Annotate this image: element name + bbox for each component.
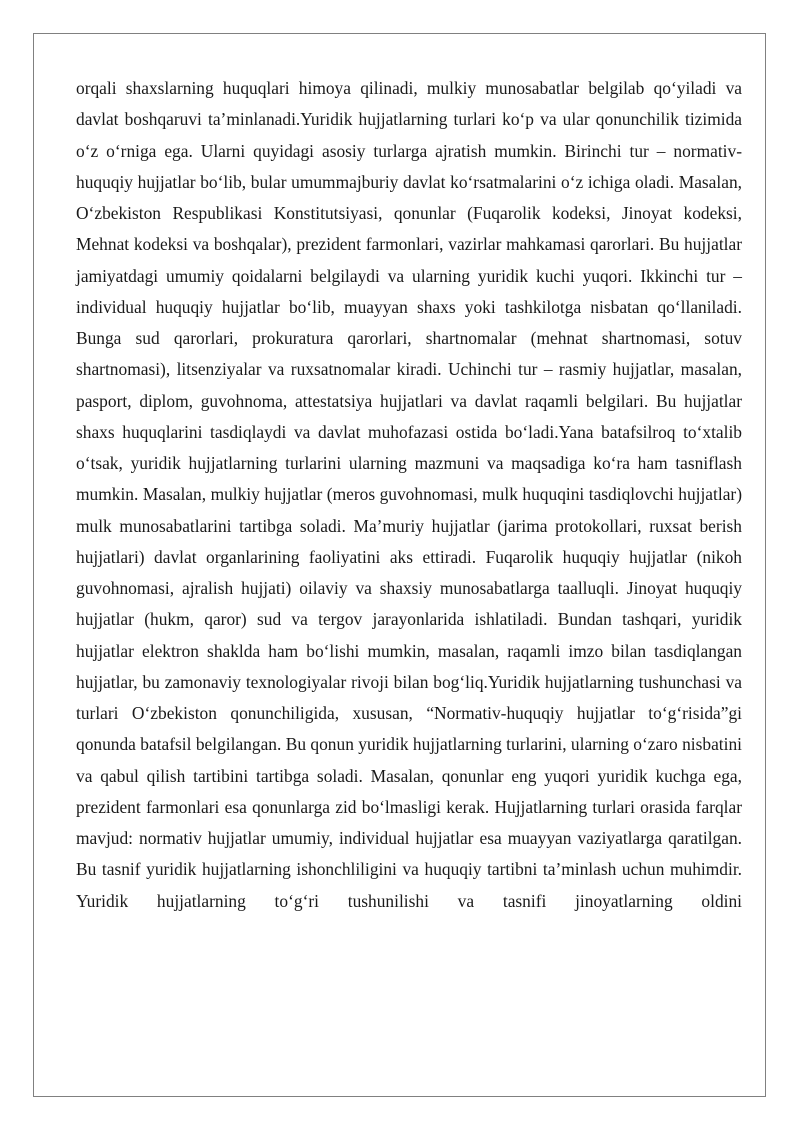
body-paragraph: orqali shaxslarning huquqlari himoya qilinadi, mulkiy munosabatlar belgilab qo‘yiladi va davlat boshqaruvi ta’minlanadi.Yuridik hujjatlarning turlari ko‘p va ular qonunchilik tizimida o‘z o‘rniga ega. Ularni quyidagi asosiy turlarga ajratish mumkin. Birinchi tur – normativ-huquqiy hujjatlar bo‘lib, bular umummajburiy davlat ko‘rsatmalarini o‘z ichiga oladi. Masalan, O‘zbekiston Respublikasi Konstitutsiyasi, qonunlar (Fuqarolik kodeksi, Jinoyat kodeksi, Mehnat kodeksi va boshqalar), prezident farmonlari, vazirlar mahkamasi qarorlari. Bu hujjatlar jamiyatdagi umumiy qoidalarni belgilaydi va ularning yuridik kuchi yuqori. Ikkinchi tur – individual huquqiy hujjatlar bo‘lib, muayyan shaxs yoki tashkilotga nisbatan qo‘llaniladi. Bunga sud qarorlari, prokuratura qarorlari, shartnomalar (mehnat shartnomasi, sotuv shartnomasi), litsenziyalar va ruxsatnomalar kiradi. Uchinchi tur – rasmiy hujjatlar, masalan, pasport, diplom, guvohnoma, attestatsiya hujjatlari va davlat raqamli belgilari. Bu hujjatlar shaxs huquqlarini tasdiqlaydi va davlat muhofazasi ostida bo‘ladi.Yana batafsilroq to‘xtalib o‘tsak, yuridik hujjatlarning turlarini ularning mazmuni va maqsadiga ko‘ra ham tasniflash mumkin. Masalan, mulkiy hujjatlar (meros guvohnomasi, mulk huquqini tasdiqlovchi hujjatlar) mulk munosabatlarini tartibga soladi. Ma’muriy hujjatlar (jarima protokollari, ruxsat berish hujjatlari) davlat organlarining faoliyatini aks ettiradi. Fuqarolik huquqiy hujjatlar (nikoh guvohnomasi, ajralish hujjati) oilaviy va shaxsiy munosabatlarga taalluqli. Jinoyat huquqiy hujjatlar (hukm, qaror) sud va tergov jarayonlarida ishlatiladi. Bundan tashqari, yuridik hujjatlar elektron shaklda ham bo‘lishi mumkin, masalan, raqamli imzo bilan tasdiqlangan hujjatlar, bu zamonaviy texnologiyalar rivoji bilan bog‘liq.Yuridik hujjatlarning tushunchasi va turlari O‘zbekiston qonunchiligida, xususan, “Normativ-huquqiy hujjatlar to‘g‘risida”gi qonunda batafsil belgilangan. Bu qonun yuridik hujjatlarning turlarini, ularning o‘zaro nisbatini va qabul qilish tartibini tartibga soladi. Masalan, qonunlar eng yuqori yuridik kuchga ega, prezident farmonlari esa qonunlarga zid bo‘lmasligi kerak. Hujjatlarning turlari orasida farqlar mavjud: normativ hujjatlar umumiy, individual hujjatlar esa muayyan vaziyatlarga qaratilgan. Bu tasnif yuridik hujjatlarning ishonchliligini va huquqiy tartibni ta’minlash uchun muhimdir. Yuridik hujjatlarning to‘g‘ri tushunilishi va tasnifi jinoyatlarning oldini — [76, 78, 742, 911]
